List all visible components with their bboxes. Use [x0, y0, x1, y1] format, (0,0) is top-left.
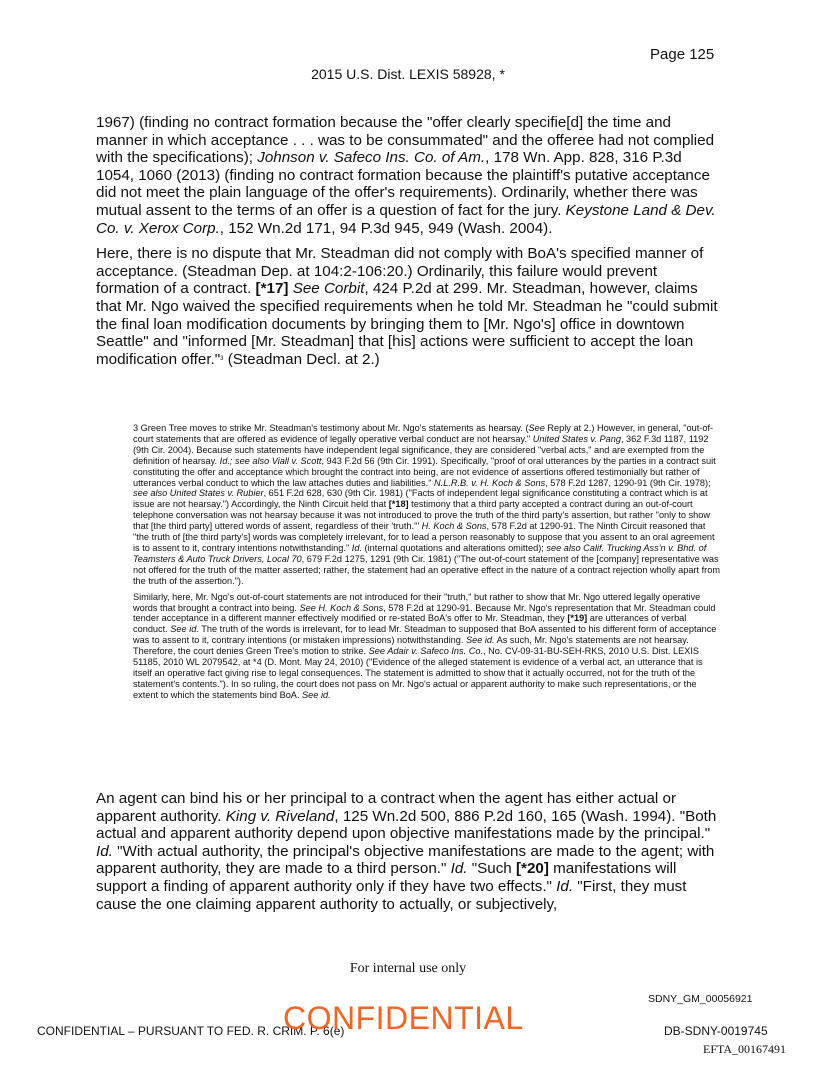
citation-italic: See Adair v. Safeco Ins. Co. — [368, 646, 484, 657]
citation-italic: Id.; see also Viall v. Scott — [219, 455, 322, 466]
star-page-marker: [*18] — [388, 499, 409, 510]
citation-italic: Id. — [96, 842, 113, 860]
running-header-citation: 2015 U.S. Dist. LEXIS 58928, * — [311, 66, 505, 82]
citation-italic: United States v. Pang — [532, 433, 621, 444]
footnote-paragraph-1 — [133, 423, 721, 587]
citation-italic: Id. — [450, 860, 468, 878]
main-text-top — [96, 114, 722, 376]
control-number: SDNY_GM_00056921 — [648, 993, 753, 1005]
text-run: , 424 P.2d at 299. Mr. Steadman, however, claims that Mr. Ngo waived the specified requirements when he told Mr. Steadman he "could submit the final loan modification documents by bringing them to [Mr. Ngo's] office in downtown Seattle" and "informed [Mr. Steadman] that [his] actions were sufficient to accept the loan modification offer." — [96, 280, 718, 368]
text-run: Similarly, here, Mr. Ngo's out-of-court statements are not introduced for their "truth," but rather to show that Mr. Ngo uttered legally operative words that brought a contract into being. — [133, 591, 701, 613]
db-number: DB-SDNY-0019745 — [664, 1024, 768, 1038]
text-run: An agent can bind his or her principal to a contract when the agent has either actual or apparent authority. — [96, 790, 677, 825]
citation-italic: see also Calif. Trucking Ass'n v. Bhd. of Teamsters & Auto Truck Drivers, Local 70 — [133, 542, 707, 564]
confidential-notice: CONFIDENTIAL – PURSUANT TO FED. R. CRIM. P. 6(e) — [37, 1024, 345, 1038]
citation-italic: N.L.R.B. v. H. Koch & Sons — [434, 477, 546, 488]
citation-italic: See id. — [465, 635, 495, 646]
footnote-3 — [133, 423, 721, 706]
text-run: Reply at 2.) However, in general, "out-of-court statements that are offered as evidence of legally operative verbal conduct are not hearsay." — [133, 423, 714, 444]
citation-italic: Id. — [351, 542, 362, 553]
text-run: , 362 F.3d 1187, 1192 (9th Cir. 2004). Because such statements have independent legal significance, they are considered "verbal acts," and are exempted from the definition of hearsay. — [133, 433, 709, 466]
star-page-marker: [*19] — [567, 613, 588, 624]
body-paragraph-3 — [96, 790, 722, 913]
citation-italic: see also United States v. Rubier — [133, 488, 264, 499]
star-page-marker: [*17] — [255, 280, 289, 298]
text-run: "Such — [467, 860, 516, 878]
text-run: "First, they must cause the one claiming apparent authority to actually, or subjectively, — [96, 877, 687, 913]
main-text-bottom — [96, 790, 722, 921]
page-number: Page 125 — [650, 46, 715, 63]
text-run: (Steadman Decl. at 2.) — [223, 350, 380, 368]
footnote-paragraph-2 — [133, 592, 721, 701]
citation-italic: See id. — [302, 689, 331, 700]
citation-italic: See — [528, 423, 545, 433]
text-run: The truth of the words is irrelevant, for to lead Mr. Steadman to supposed that BoA assented to his different form of acceptance was to assent to it, contrary intentions (or mistaken impressions) notwithstanding. — [133, 624, 717, 646]
citation-italic: Keystone Land & Dev. Co. v. Xerox Corp. — [96, 201, 716, 237]
text-run: , 651 F.2d 628, 630 (9th Cir. 1981) ("Facts of independent legal significance constituting a contract which is at issue are not hearsay.") Accordingly, the Ninth Circuit held that — [133, 488, 708, 510]
text-run: As such, Mr. Ngo's statements are not hearsay. Therefore, the court denies Green Tree's motion to strike. — [133, 635, 689, 657]
citation-italic: King v. Riveland — [225, 807, 335, 825]
text-run: are utterances of verbal conduct. — [133, 613, 687, 635]
text-run: , 152 Wn.2d 171, 94 P.3d 945, 949 (Wash. 2004). — [219, 219, 553, 237]
body-paragraph-1 — [96, 114, 722, 237]
citation-italic: See Corbit — [292, 280, 365, 298]
body-paragraph-2 — [96, 245, 722, 368]
citation-italic: H. Koch & Sons — [421, 521, 487, 532]
citation-italic: See H. Koch & Sons — [299, 602, 384, 613]
efta-number: EFTA_00167491 — [703, 1042, 787, 1056]
text-run: 3 Green Tree moves to strike Mr. Steadman's testimony about Mr. Ngo's statements as hearsay. ( — [133, 423, 529, 433]
footnote-reference: 3 — [220, 355, 224, 362]
citation-italic: Id. — [556, 877, 574, 895]
citation-italic: See id. — [170, 624, 199, 635]
text-run: , 578 F.2d 1287, 1290-91 (9th Cir. 1978); — [545, 477, 711, 488]
text-run: , 578 F.2d at 1290-91. The Ninth Circuit reasoned that "the truth of [the third party's] words was completely irrelevant, for to lead a person reasonably to suppose that you assent to an oral agreement is to assent to it, contrary intentions notwithstanding." — [133, 521, 715, 553]
text-run: , No. CV-09-31-BU-SEH-RKS, 2010 U.S. Dist. LEXIS 51185, 2010 WL 2079542, at *4 (D. Mont. May 24, 2010) ("Evidence of the alleged statement is evidence of a verbal act, an utterance that is itself an operative fact giving rise to legal consequences. The statement is admitted to show that it actually occurred, not for the truth of the statement's contents."). In so ruling, the court does not pass on Mr. Ngo's actual or apparent authority to make such representations, or the extent to which the statements bind BoA. — [133, 646, 703, 700]
text-run: 1967) (finding no contract formation because the "offer clearly specifie[d] the time and manner in which acceptance . . . was to be consummated" and the offeree had not complied with the specifications); — [96, 114, 715, 167]
citation-italic: Johnson v. Safeco Ins. Co. of Am. — [257, 149, 486, 167]
text-run: , 125 Wn.2d 500, 886 P.2d 160, 165 (Wash. 1994). "Both actual and apparent authority depend upon objective manifestations made by the principal." — [96, 807, 717, 843]
internal-use-notice: For internal use only — [349, 961, 467, 976]
text-run: (internal quotations and alterations omitted); — [362, 542, 547, 553]
text-run: , 578 F.2d at 1290-91. Because Mr. Ngo's representation that Mr. Steadman could tender acceptance in a different manner effectively modified or re-stated BoA's offer to Mr. Steadman, they — [133, 602, 716, 624]
confidential-stamp: CONFIDENTIAL — [283, 1000, 524, 1036]
text-run: , 178 Wn. App. 828, 316 P.3d 1054, 1060 (2013) (finding no contract formation because the plaintiff's putative acceptance did not meet the plain language of the offer's requirements). Ordinarily, whether there was mutual assent to the terms of an offer is a question of fact for the jury. — [96, 149, 710, 219]
text-run: , 943 F.2d 56 (9th Cir. 1991). Specifically, "proof of oral utterances by the parties in a contract suit constituting the offer and acceptance which brought the contract into being, are not evidence of assertions offered testimonially but rather of utterances verbal conduct to which the law attaches duties and liabilities." — [133, 455, 716, 488]
text-run: "With actual authority, the principal's objective manifestations are made to the agent; with apparent authority, they are made to a third person." — [96, 842, 715, 878]
text-run: Here, there is no dispute that Mr. Steadman did not comply with BoA's specified manner of acceptance. (Steadman Dep. at 104:2-106:20.) Ordinarily, this failure would prevent formation of a contract. — [96, 245, 704, 298]
text-run: testimony that a third party accepted a contract during an out-of-court telephone conversation was not hearsay because it was not introduced to prove the truth of the third party's assertion, but rather "only to show that [the third party] uttered words of assent, regardless of their 'truth.'" — [133, 499, 711, 532]
star-page-marker: [*20] — [515, 860, 549, 878]
text-run: , 679 F.2d 1275, 1291 (9th Cir. 1981) ("The out-of-court statement of the [company] representative was not offered for the truth of the matter asserted; rather, the statement had an operative effect in the nature of a contract rejection wholly apart from the truth of the assertion."). — [133, 553, 720, 586]
text-run: manifestations will support a finding of apparent authority only if they have two effects." — [96, 860, 677, 895]
